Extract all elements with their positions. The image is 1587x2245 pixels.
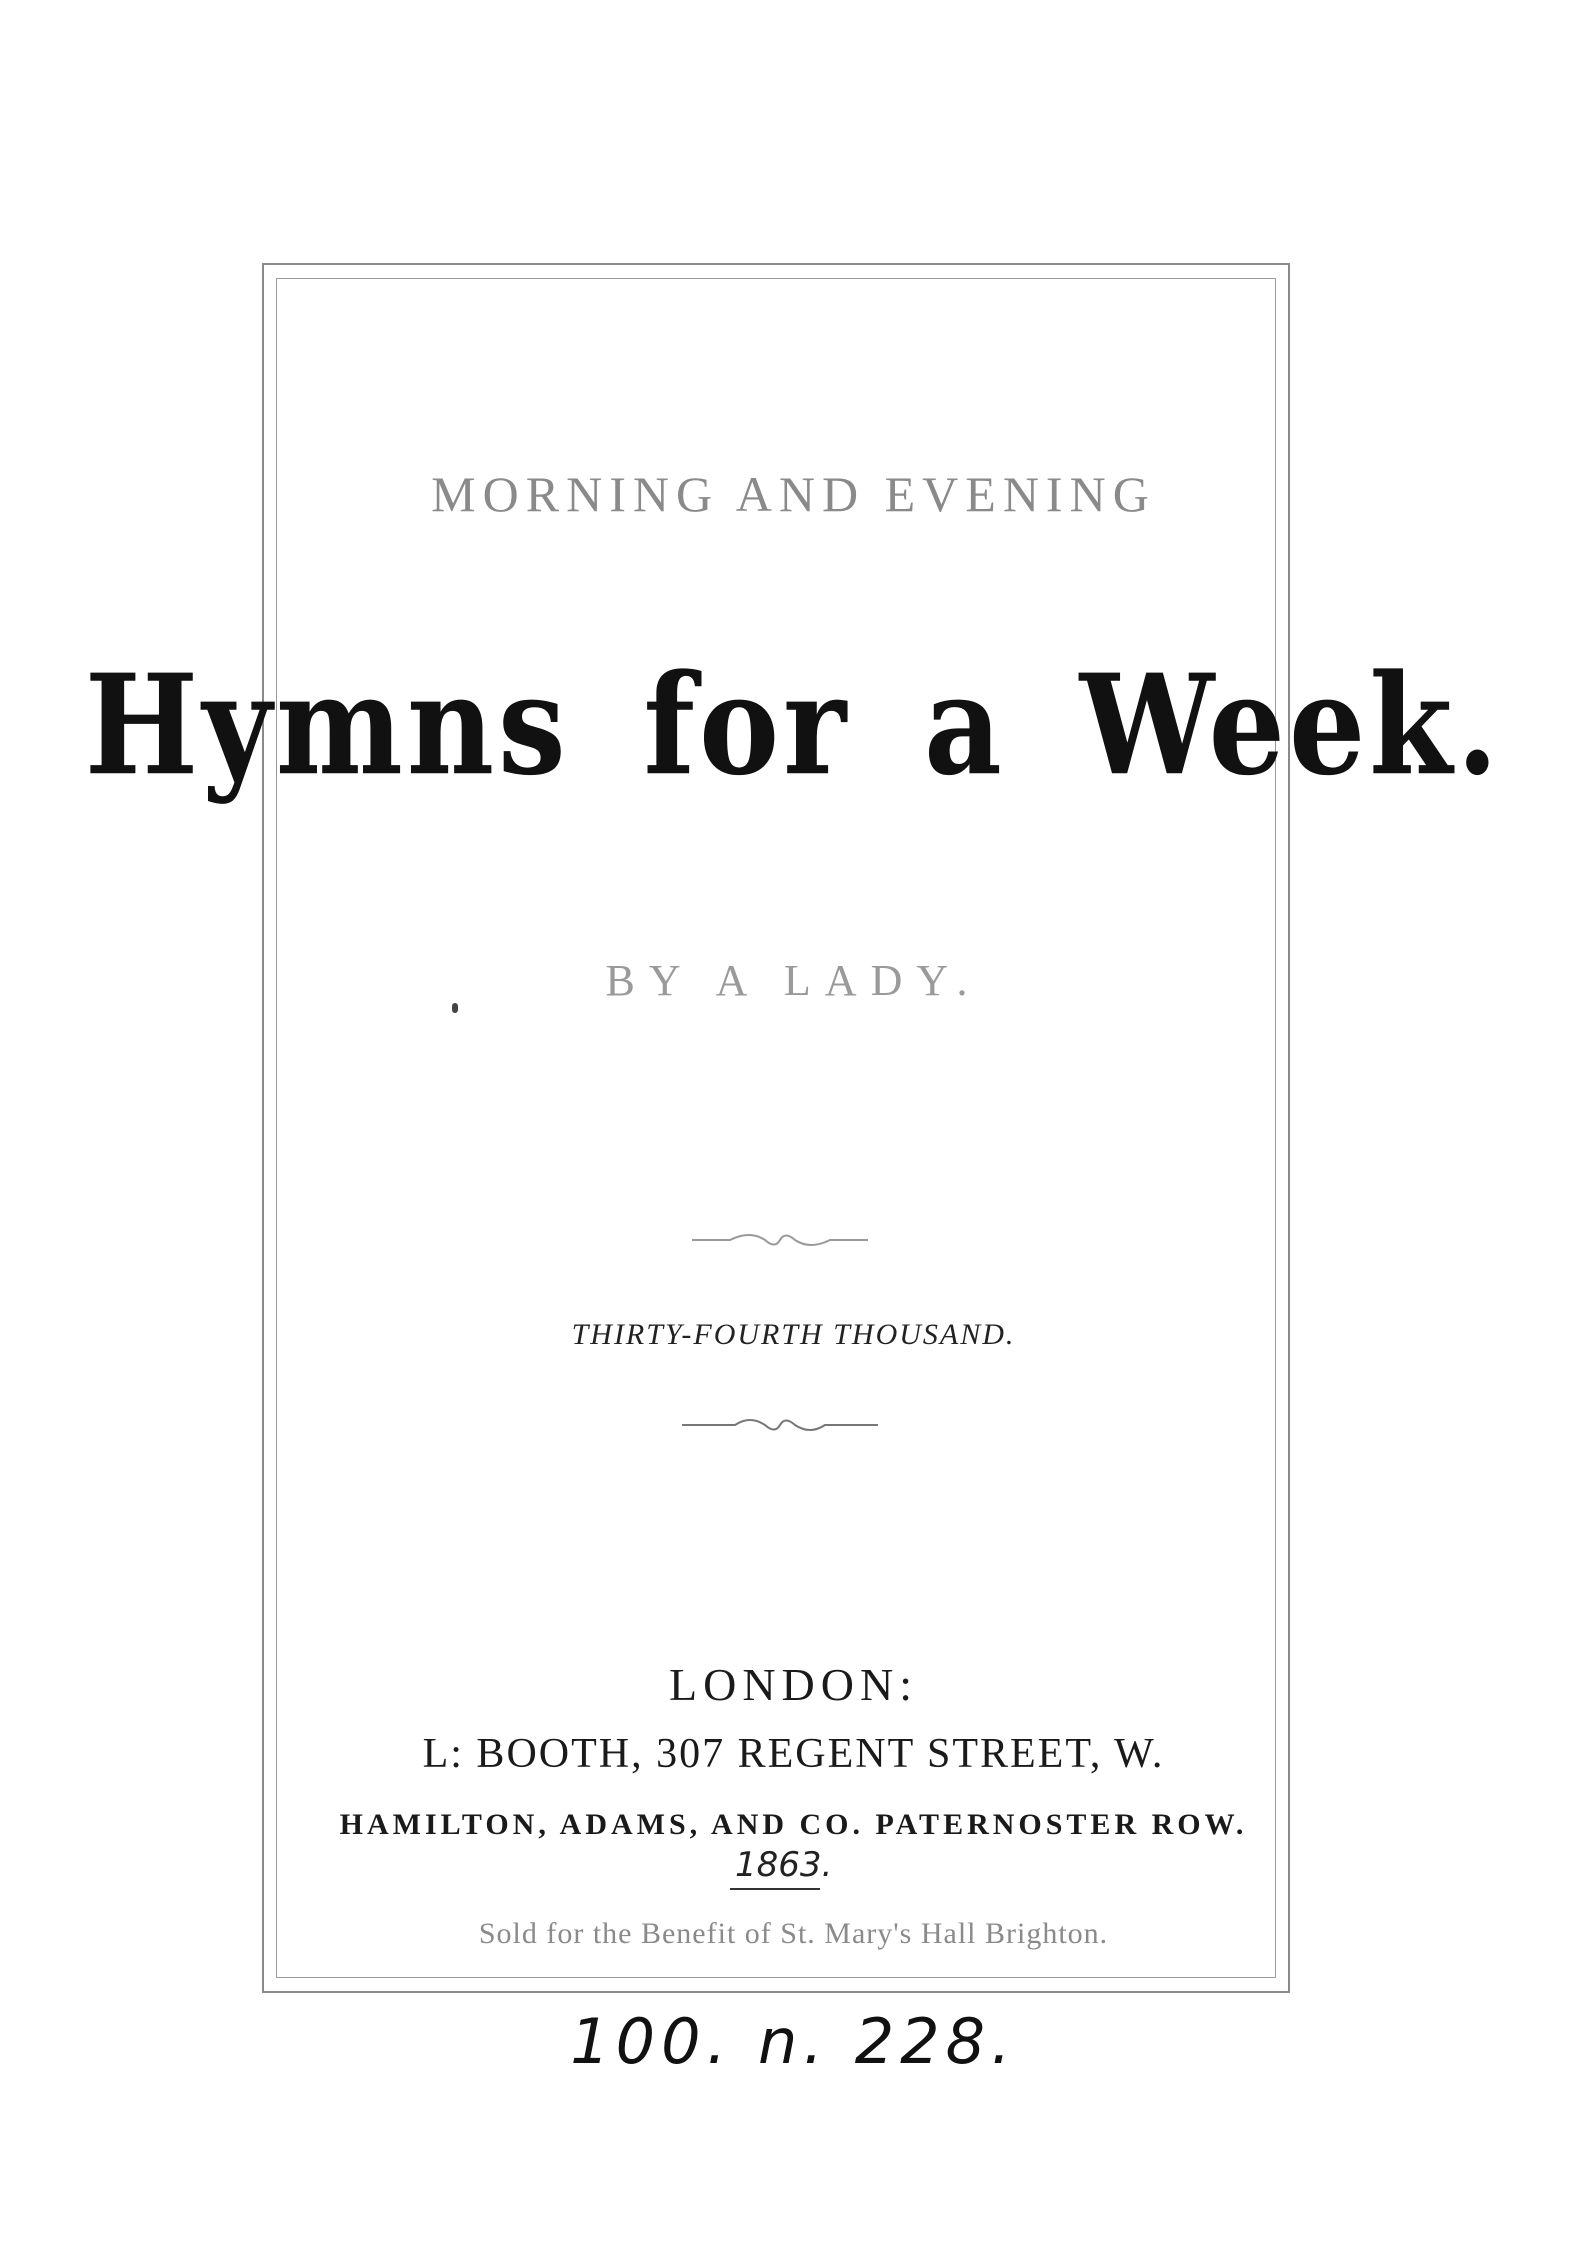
ornament-divider-top xyxy=(690,1225,870,1255)
inner-border xyxy=(276,278,1276,1978)
edition-line: THIRTY-FOURTH THOUSAND. xyxy=(571,1318,1016,1351)
benefit-note: Sold for the Benefit of St. Mary's Hall Brighton. xyxy=(478,1917,1109,1950)
handwritten-year: 1863. xyxy=(735,1845,833,1885)
imprint-publisher-2: HAMILTON, ADAMS, AND CO. PATERNOSTER ROW. xyxy=(339,1808,1248,1841)
book-title: Hymns for a Week. xyxy=(84,644,1503,807)
imprint-publisher-1: L: BOOTH, 307 REGENT STREET, W. xyxy=(422,1731,1165,1777)
imprint-city: LONDON: xyxy=(669,1659,918,1710)
ornament-divider-bottom xyxy=(680,1410,880,1440)
year-underline xyxy=(730,1888,820,1890)
shelfmark: 100. n. 228. xyxy=(570,2005,1017,2078)
author-line: BY A LADY. xyxy=(605,956,982,1005)
subtitle: MORNING AND EVENING xyxy=(431,466,1156,522)
